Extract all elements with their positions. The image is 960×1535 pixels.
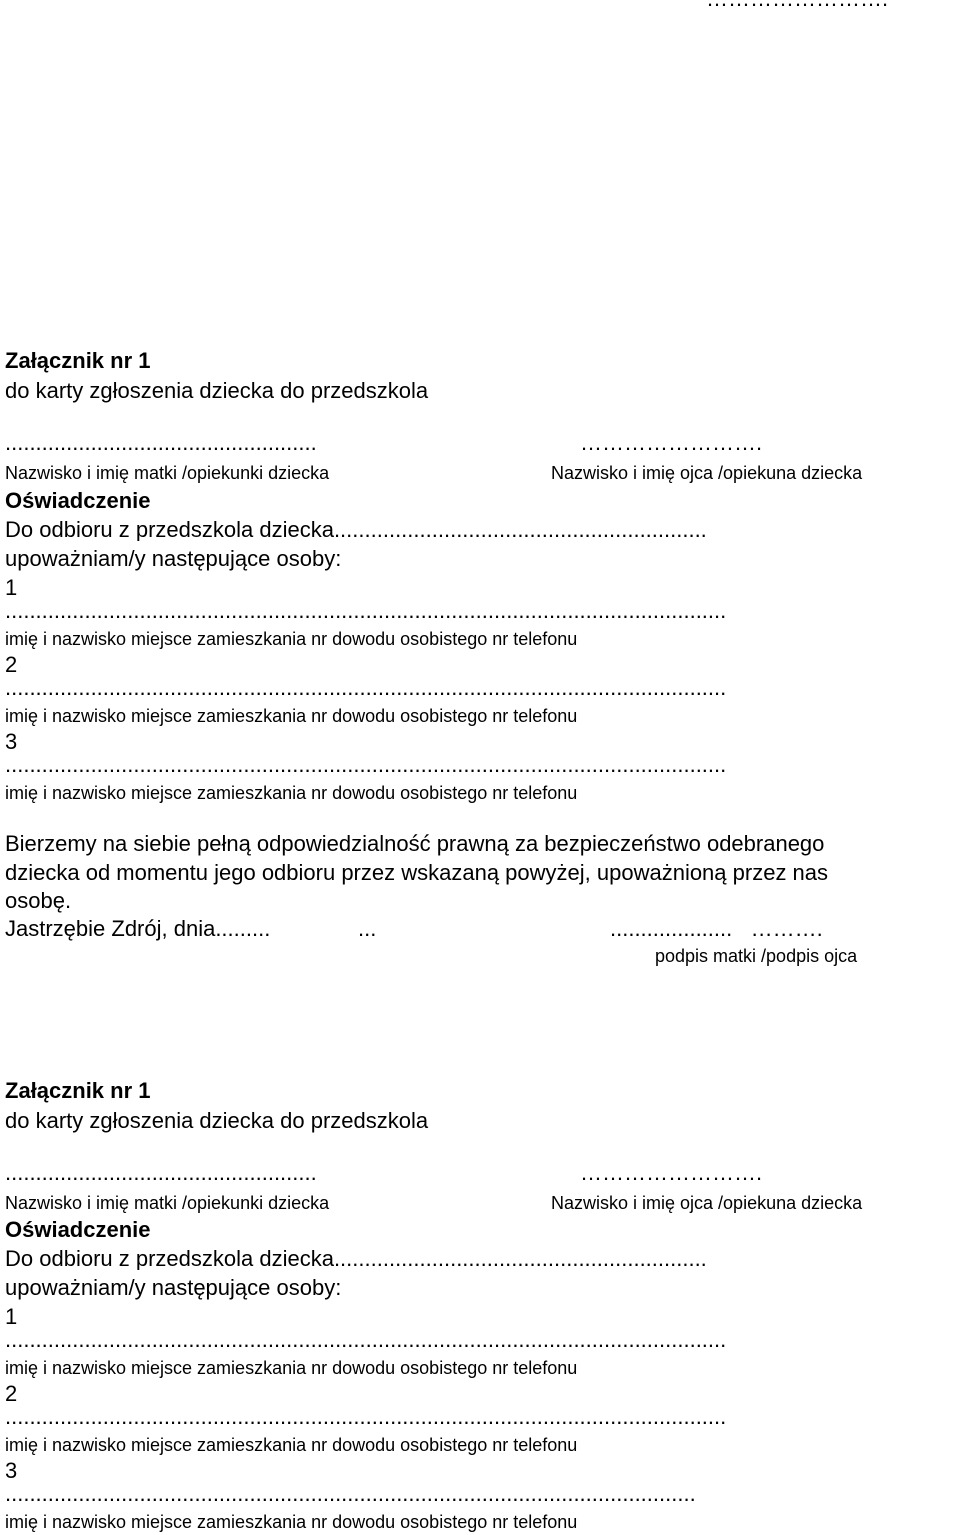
person-label: imię i nazwisko miejsce zamieszkania nr dowodu osobistego nr telefonu: [5, 783, 578, 803]
top-signature-dots: [706, 0, 888, 10]
father-name-line: …………………….: [580, 430, 763, 455]
person-label: imię i nazwisko miejsce zamieszkania nr dowodu osobistego nr telefonu: [5, 1512, 578, 1532]
person-number: 2: [5, 652, 18, 677]
statement-text-line: osobę.: [5, 888, 72, 913]
person-number: 1: [5, 1304, 18, 1329]
father-name-line: …………………….: [580, 1160, 763, 1185]
signature-label: podpis matki /podpis ojca: [655, 946, 858, 966]
person-fill-line: ......................................................................................................................: [5, 677, 727, 699]
mother-name-label: Nazwisko i imię matki /opiekunki dziecka: [5, 463, 330, 483]
statement-heading: Oświadczenie: [5, 488, 151, 513]
person-label: imię i nazwisko miejsce zamieszkania nr dowodu osobistego nr telefonu: [5, 1435, 578, 1455]
person-number: 1: [5, 575, 18, 600]
person-fill-line: ......................................................................................................................: [5, 754, 727, 776]
attachment-subtitle: do karty zgłoszenia dziecka do przedszkola: [5, 378, 429, 403]
pickup-child-line: Do odbioru z przedszkola dziecka.............................................................: [5, 519, 707, 541]
place-date-line: Jastrzębie Zdrój, dnia.........: [5, 916, 271, 941]
signature-line: .................... ……….: [610, 916, 823, 941]
attachment-title: Załącznik nr 1: [5, 1078, 151, 1103]
person-fill-line: ......................................................................................................................: [5, 600, 727, 622]
person-fill-line: ......................................................................................................................: [5, 1329, 727, 1351]
mother-name-line: ...................................................: [5, 430, 317, 455]
statement-heading: Oświadczenie: [5, 1217, 151, 1242]
person-number: 2: [5, 1381, 18, 1406]
person-label: imię i nazwisko miejsce zamieszkania nr dowodu osobistego nr telefonu: [5, 706, 578, 726]
person-fill-line: .................................................................................................................: [5, 1483, 696, 1505]
mother-name-line: ...................................................: [5, 1160, 317, 1185]
father-name-label: Nazwisko i imię ojca /opiekuna dziecka: [551, 1193, 863, 1213]
person-label: imię i nazwisko miejsce zamieszkania nr dowodu osobistego nr telefonu: [5, 629, 578, 649]
authorize-persons-text: upoważniam/y następujące osoby:: [5, 546, 342, 571]
statement-text-line: dziecka od momentu jego odbioru przez wskazaną powyżej, upoważnioną przez nas: [5, 860, 829, 885]
attachment-subtitle: do karty zgłoszenia dziecka do przedszkola: [5, 1108, 429, 1133]
father-name-label: Nazwisko i imię ojca /opiekuna dziecka: [551, 463, 863, 483]
authorize-persons-text: upoważniam/y następujące osoby:: [5, 1275, 342, 1300]
person-fill-line: ......................................................................................................................: [5, 1406, 727, 1428]
statement-text-line: Bierzemy na siebie pełną odpowiedzialność prawną za bezpieczeństwo odebranego: [5, 831, 825, 856]
person-number: 3: [5, 1458, 18, 1483]
attachment-title: Załącznik nr 1: [5, 348, 151, 373]
person-label: imię i nazwisko miejsce zamieszkania nr dowodu osobistego nr telefonu: [5, 1358, 578, 1378]
place-date-dots: ...: [358, 916, 377, 941]
pickup-child-line: Do odbioru z przedszkola dziecka.............................................................: [5, 1248, 707, 1270]
mother-name-label: Nazwisko i imię matki /opiekunki dziecka: [5, 1193, 330, 1213]
person-number: 3: [5, 729, 18, 754]
